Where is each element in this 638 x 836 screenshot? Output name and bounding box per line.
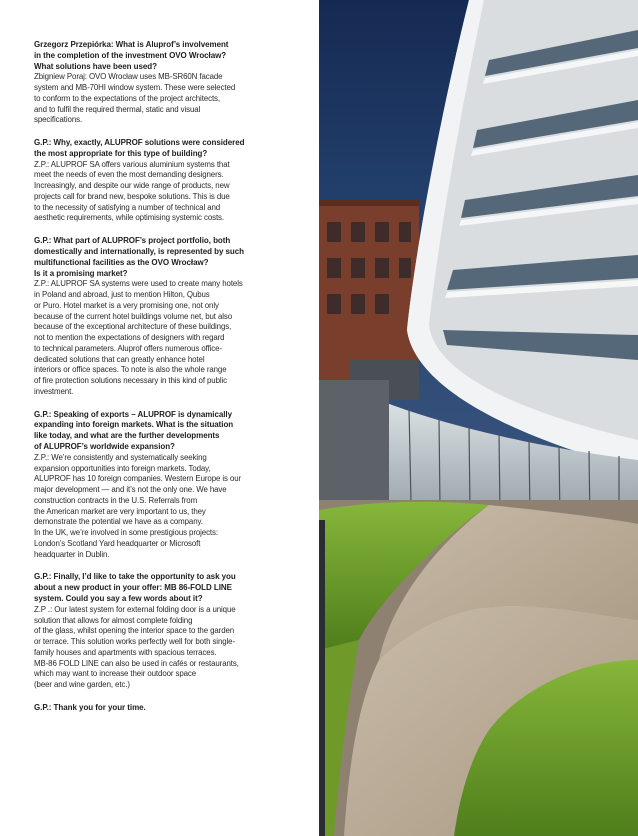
answer-line: Zbigniew Poraj: OVO Wrocław uses MB-SR60N facade [34,72,223,82]
interview-column [34,40,274,726]
answer-line: MB-86 FOLD LINE can also be used in cafés or restaurants, [34,658,239,668]
answer-line: Z.P.: ALUPROF SA systems were used to create many hotels [34,279,243,289]
answer-line: (beer and wine garden, etc.) [34,680,130,689]
question-line: G.P.: Why, exactly, ALUPROF solutions were considered [34,138,245,148]
question-line: G.P.: Speaking of exports – ALUPROF is dynamically [34,409,233,419]
answer-line: system and MB-70HI window system. These were selected [34,83,236,93]
answer-line: because of the current hotel buildings volume net, but also [34,311,233,321]
answer [34,72,274,126]
answer-line: or Puro. Hotel market is a very promising one, not only [34,300,219,310]
answer-line: specifications. [34,115,83,125]
qa-block [34,410,274,561]
question-line: G.P.: What part of ALUPROF’s project portfolio, both [34,236,231,246]
answer-line: ALUPROF has 10 foreign companies. Western Europe is our [34,474,242,484]
answer-line: Z.P.: ALUPROF SA offers various aluminium systems that [34,159,230,169]
answer-line: demonstrate the potential we have as a company. [34,517,203,527]
answer-line: of fire protection solutions necessary in this kind of public [34,376,228,386]
question-line: system. Could you say a few words about it? [34,593,203,603]
question-line: G.P.: Thank you for your time. [34,702,146,712]
question [34,236,274,279]
answer-line: interiors or office spaces. To note is also the whole range [34,365,227,375]
qa-block [34,40,274,126]
answer-line: headquarter in Dublin. [34,549,110,559]
grey-wall [319,380,389,510]
qa-block [34,138,274,224]
question-line: like today, and what are the further developments [34,431,220,441]
answer-line: dedicated solutions that can greatly enhance hotel [34,354,205,364]
building-photo [319,0,638,836]
answer [34,453,274,561]
qa-block [34,572,274,690]
answer-line: construction contracts in the U.S. Referrals from [34,495,198,505]
answer-line: which may want to increase their outdoor space [34,669,197,679]
answer-line: Increasingly, and despite our wide range of products, new [34,181,230,191]
question-line: Is it a promising market? [34,268,128,278]
answer [34,605,274,691]
qa-block [34,236,274,397]
answer-line: solution that allows for almost complete folding [34,615,193,625]
answer-line: not to mention the expectations of designers with regard [34,333,225,343]
answer-line: in Poland and abroad, just to mention Hilton, Qubus [34,290,210,300]
answer-line: to the necessity of satisfying a number of technical and [34,202,221,212]
answer-line: of the glass, whilst opening the interior space to the garden [34,626,235,636]
answer-line: aesthetic requirements, while optimising systemic costs. [34,213,224,223]
answer-line: London’s Scotland Yard headquarter or Microsoft [34,538,201,548]
qa-block [34,703,274,714]
question-line: G.P.: Finally, I’d like to take the opportunity to ask you [34,572,236,582]
question-line: domestically and internationally, is represented by such [34,247,245,257]
answer-line: the American market are very important to us, they [34,506,206,516]
answer-line: Z.P.: We’re consistently and systematically seeking [34,452,207,462]
question [34,40,274,72]
answer-line: expansion opportunities into foreign markets. Today, [34,463,211,473]
question-line: about a new product in your offer: MB 86-FOLD LINE [34,583,232,593]
answer-line: investment. [34,386,74,396]
question [34,572,274,604]
question [34,703,274,714]
question-line: expanding into foreign markets. What is the situation [34,420,234,430]
brick-building [319,200,419,400]
answer-line: In the UK, we’re involved in some prestigious projects: [34,528,218,538]
answer-line: meet the needs of even the most demanding designers. [34,170,224,180]
question-line: of ALUPROF’s worldwide expansion? [34,442,175,452]
answer-line: family houses and apartments with spacious terraces. [34,647,217,657]
answer-line: projects call for brand new, bespoke solutions. This is due [34,191,230,201]
question-line: multifunctional facilities as the OVO Wrocław? [34,257,209,267]
question-line: What solutions have been used? [34,61,157,71]
answer [34,160,274,225]
question [34,410,274,453]
answer-line: to conform to the expectations of the project architects, [34,93,220,103]
question [34,138,274,160]
answer-line: major development — and it’s not the only one. We have [34,485,227,495]
answer-line: or terrace. This solution works perfectly well for both single- [34,637,235,646]
answer-line: Z.P .: Our latest system for external folding door is a unique [34,604,236,614]
question-line: Grzegorz Przepiórka: What is Aluprof’s involvement [34,40,229,49]
answer-line: and to fulfil the required thermal, static and visual [34,104,201,114]
answer [34,279,274,397]
answer-line: because of the exceptional architecture of these buildings, [34,322,232,332]
answer-line: to technical parameters. Aluprof offers numerous office- [34,343,222,353]
garden [319,500,638,836]
question-line: the most appropriate for this type of building? [34,148,208,158]
question-line: in the completion of the investment OVO Wrocław? [34,50,227,60]
